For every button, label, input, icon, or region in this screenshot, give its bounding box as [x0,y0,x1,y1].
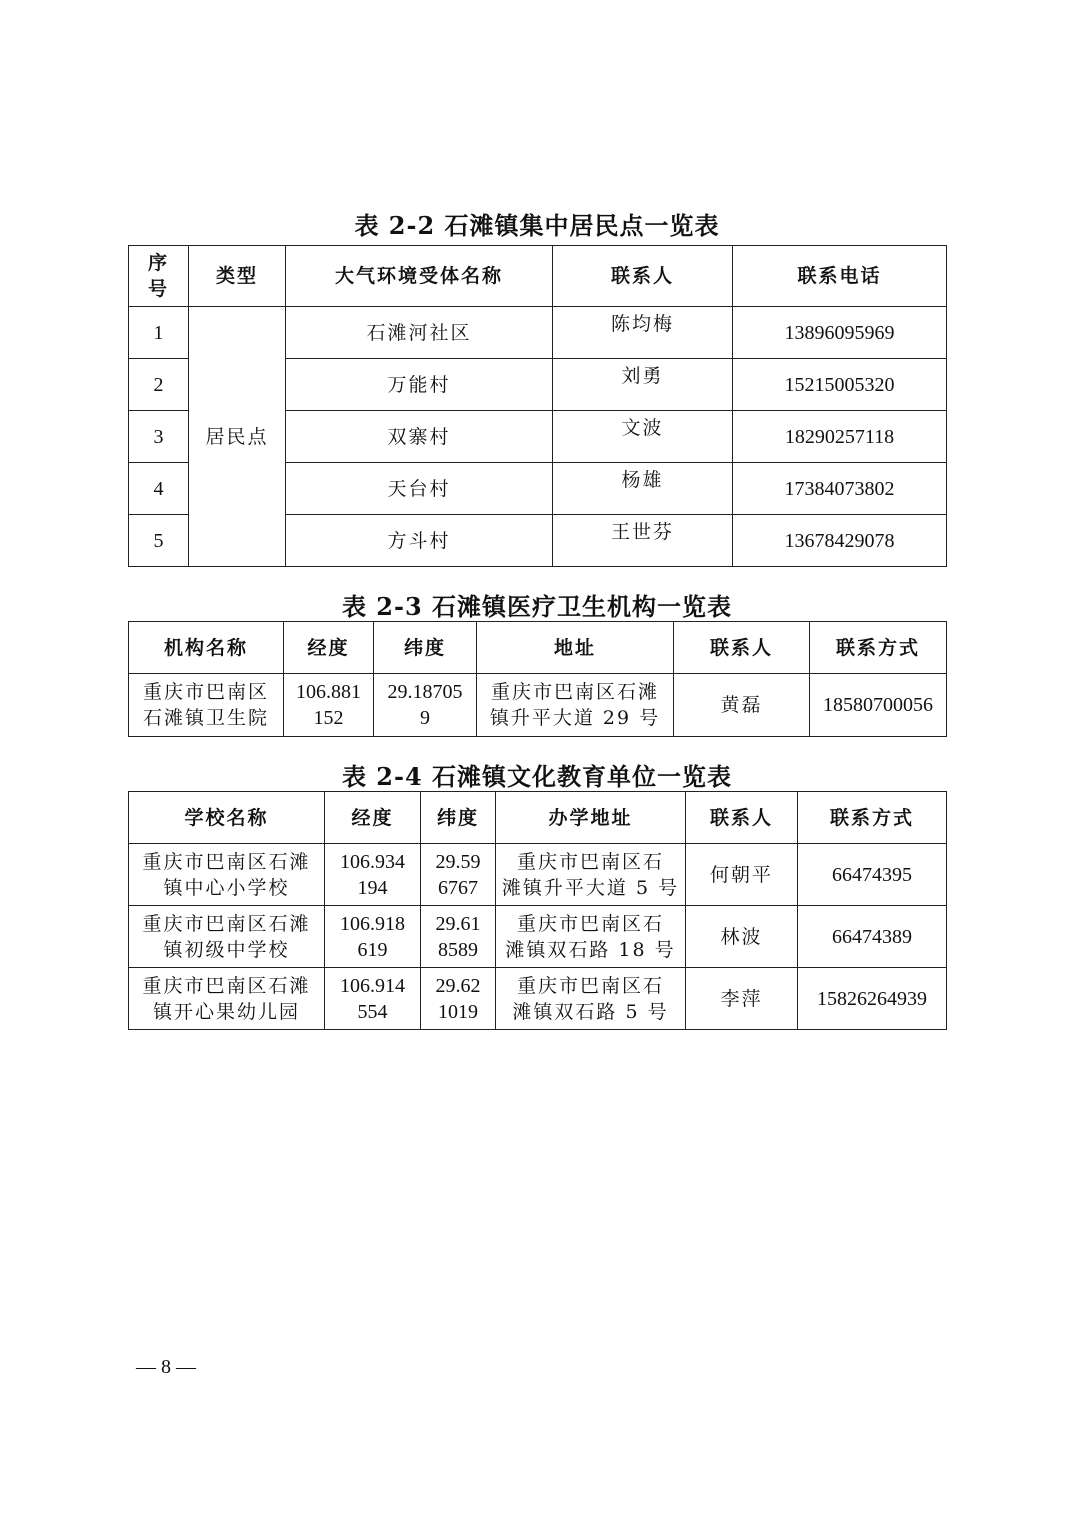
cell-name: 石滩河社区 [286,307,553,359]
table2-medical-institutions [128,621,947,737]
table-row [129,968,947,1030]
header-type: 类型 [189,246,286,307]
header-seq: 序 号 [129,246,189,307]
cell-name: 重庆市巴南区石滩 镇开心果幼儿园 [129,968,325,1030]
table-row [129,307,947,359]
cell-contact: 文波 [553,411,733,463]
cell-name: 重庆市巴南区 石滩镇卫生院 [129,674,284,737]
cell-phone: 17384073802 [733,463,947,515]
table1-caption: 表 2-2 石滩镇集中居民点一览表 [354,211,720,240]
header-latitude: 纬度 [374,622,477,674]
table-row [129,674,947,737]
cell-longitude: 106.918 619 [325,906,421,968]
header-contact: 联系人 [553,246,733,307]
header-school-name: 学校名称 [129,792,325,844]
header-address: 办学地址 [496,792,686,844]
cell-phone: 66474395 [798,844,947,906]
cell-contact: 黄磊 [674,674,810,737]
cell-contact: 李萍 [686,968,798,1030]
header-phone: 联系电话 [733,246,947,307]
header-latitude: 纬度 [421,792,496,844]
table2-caption: 表 2-3 石滩镇医疗卫生机构一览表 [341,592,733,621]
cell-name: 重庆市巴南区石滩 镇中心小学校 [129,844,325,906]
cell-phone: 15826264939 [798,968,947,1030]
header-receptor-name: 大气环境受体名称 [286,246,553,307]
table3-caption: 表 2-4 石滩镇文化教育单位一览表 [341,762,733,791]
header-contact: 联系人 [674,622,810,674]
cell-name: 方斗村 [286,515,553,567]
cell-longitude: 106.934 194 [325,844,421,906]
header-longitude: 经度 [284,622,374,674]
table2-header-row [129,622,947,674]
table-row [129,844,947,906]
cell-address: 重庆市巴南区石滩 镇升平大道 29 号 [477,674,674,737]
cell-name: 双寨村 [286,411,553,463]
header-phone: 联系方式 [810,622,947,674]
cell-seq: 5 [129,515,189,567]
cell-address: 重庆市巴南区石 滩镇双石路 18 号 [496,906,686,968]
header-address: 地址 [477,622,674,674]
header-contact: 联系人 [686,792,798,844]
cell-seq: 2 [129,359,189,411]
cell-phone: 18290257118 [733,411,947,463]
cell-contact: 杨雄 [553,463,733,515]
cell-contact: 刘勇 [553,359,733,411]
cell-contact: 陈均梅 [553,307,733,359]
cell-longitude: 106.881 152 [284,674,374,737]
cell-seq: 1 [129,307,189,359]
cell-name: 天台村 [286,463,553,515]
cell-seq: 3 [129,411,189,463]
table1-header-row [129,246,947,307]
table3-education-units [128,791,947,1030]
page-number: — 8 — [136,1356,196,1378]
cell-latitude: 29.62 1019 [421,968,496,1030]
cell-seq: 4 [129,463,189,515]
cell-longitude: 106.914 554 [325,968,421,1030]
cell-phone: 13896095969 [733,307,947,359]
cell-phone: 15215005320 [733,359,947,411]
table-row [129,906,947,968]
cell-address: 重庆市巴南区石 滩镇升平大道 5 号 [496,844,686,906]
header-institution-name: 机构名称 [129,622,284,674]
cell-contact: 王世芬 [553,515,733,567]
cell-latitude: 29.61 8589 [421,906,496,968]
header-phone: 联系方式 [798,792,947,844]
cell-type: 居民点 [189,307,286,567]
cell-contact: 林波 [686,906,798,968]
cell-name: 万能村 [286,359,553,411]
cell-phone: 66474389 [798,906,947,968]
cell-latitude: 29.18705 9 [374,674,477,737]
cell-contact: 何朝平 [686,844,798,906]
cell-name: 重庆市巴南区石滩 镇初级中学校 [129,906,325,968]
cell-latitude: 29.59 6767 [421,844,496,906]
cell-phone: 13678429078 [733,515,947,567]
cell-address: 重庆市巴南区石 滩镇双石路 5 号 [496,968,686,1030]
table1-residential-points [128,245,947,567]
header-longitude: 经度 [325,792,421,844]
table3-header-row [129,792,947,844]
cell-phone: 18580700056 [810,674,947,737]
